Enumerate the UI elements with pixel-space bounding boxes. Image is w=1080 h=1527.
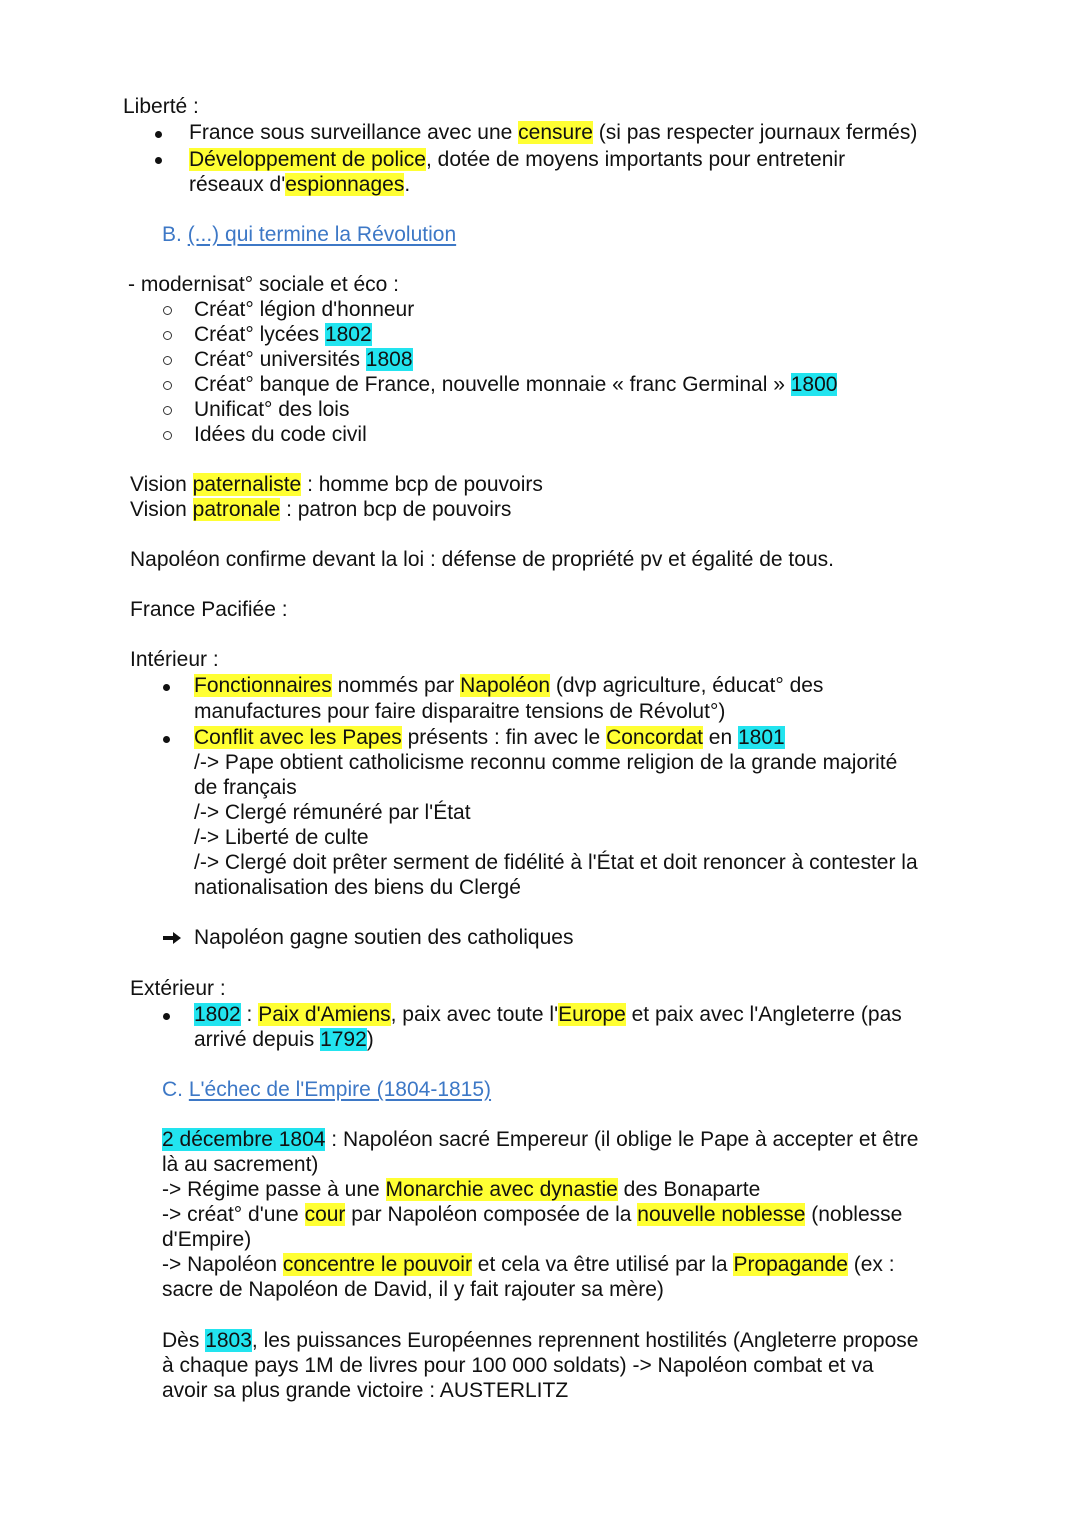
highlight: Conflit avec les Papes <box>194 726 402 749</box>
modern-item: Créat° lycées 1802 <box>194 323 372 346</box>
empire-pouvoir-cont: sacre de Napoléon de David, il y fait rajouter sa mère) <box>162 1278 664 1301</box>
highlight: Propagande <box>733 1253 848 1276</box>
highlight: censure <box>518 121 593 144</box>
liberte-bullet-1: France sous surveillance avec une censure (si pas respecter journaux fermés) <box>189 121 918 144</box>
bullet-icon <box>163 684 170 691</box>
liberte-bullet-2: Développement de police, dotée de moyens importants pour entretenir <box>189 148 846 171</box>
year-highlight: 1803 <box>205 1329 252 1352</box>
year-highlight: 1792 <box>320 1028 367 1051</box>
bullet-icon <box>155 131 162 138</box>
concordat-detail: nationalisation des biens du Clergé <box>194 876 521 899</box>
highlight: Concordat <box>606 726 703 749</box>
section-c-heading: C. L'échec de l'Empire (1804-1815) <box>162 1078 492 1101</box>
bullet-icon <box>163 736 170 743</box>
highlight: Napoléon <box>460 674 551 697</box>
year-highlight: 1802 <box>194 1003 241 1026</box>
highlight: espionnages <box>285 173 405 196</box>
modern-item: Créat° banque de France, nouvelle monnaie « franc Germinal » 1800 <box>194 373 838 396</box>
circle-bullet-icon <box>163 331 172 340</box>
exterieur-bullet: 1802 : Paix d'Amiens, paix avec toute l'Europe et paix avec l'Angleterre (pas <box>194 1003 902 1026</box>
highlight: cour <box>304 1203 346 1226</box>
circle-bullet-icon <box>163 356 172 365</box>
concordat-detail: /-> Liberté de culte <box>194 826 369 849</box>
interieur-bullet-1: Fonctionnaires nommés par Napoléon (dvp agriculture, éducat° des <box>194 674 824 697</box>
bullet-icon <box>163 1013 170 1020</box>
highlight: patronale <box>192 498 281 521</box>
year-highlight: 1802 <box>324 323 372 346</box>
highlight: Monarchie avec dynastie <box>385 1178 618 1201</box>
highlight: Développement de police <box>189 148 426 171</box>
interieur-conclusion: Napoléon gagne soutien des catholiques <box>194 926 574 949</box>
empire-sacre: 2 décembre 1804 : Napoléon sacré Empereur (il oblige le Pape à accepter et être <box>162 1128 919 1151</box>
empire-regime: -> Régime passe à une Monarchie avec dynastie des Bonaparte <box>162 1178 761 1201</box>
bullet-icon <box>155 157 162 164</box>
hostilites-line-3: avoir sa plus grande victoire : AUSTERLITZ <box>162 1379 569 1402</box>
date-highlight: 2 décembre 1804 <box>162 1128 326 1151</box>
circle-bullet-icon <box>163 431 172 440</box>
concordat-detail: /-> Pape obtient catholicisme reconnu comme religion de la grande majorité <box>194 751 898 774</box>
highlight: paternaliste <box>192 473 302 496</box>
napoleon-loi: Napoléon confirme devant la loi : défense de propriété pv et égalité de tous. <box>130 548 834 571</box>
exterieur-title: Extérieur : <box>130 977 226 1000</box>
circle-bullet-icon <box>163 306 172 315</box>
exterieur-bullet-cont: arrivé depuis 1792) <box>194 1028 374 1051</box>
section-b-heading: B. (...) qui termine la Révolution <box>162 223 457 246</box>
liberte-bullet-2-cont: réseaux d'espionnages. <box>189 173 411 196</box>
vision-patronale: Vision patronale : patron bcp de pouvoirs <box>130 498 512 521</box>
modern-item: Idées du code civil <box>194 423 367 446</box>
empire-sacre-cont: là au sacrement) <box>162 1153 319 1176</box>
empire-cour-cont: d'Empire) <box>162 1228 252 1251</box>
section-b-link[interactable]: (...) qui termine la Révolution <box>187 223 457 246</box>
empire-cour: -> créat° d'une cour par Napoléon composée de la nouvelle noblesse (noblesse <box>162 1203 903 1226</box>
year-highlight: 1800 <box>790 373 838 396</box>
highlight: Fonctionnaires <box>194 674 332 697</box>
circle-bullet-icon <box>163 406 172 415</box>
modern-item: Créat° universités 1808 <box>194 348 413 371</box>
interieur-bullet-1-cont: manufactures pour faire disparaitre tensions de Révolut°) <box>194 700 726 723</box>
hostilites-line-1: Dès 1803, les puissances Européennes reprennent hostilités (Angleterre propose <box>162 1329 919 1352</box>
highlight: nouvelle noblesse <box>637 1203 806 1226</box>
highlight: Europe <box>558 1003 626 1026</box>
empire-pouvoir: -> Napoléon concentre le pouvoir et cela va être utilisé par la Propagande (ex : <box>162 1253 895 1276</box>
modern-intro: - modernisat° sociale et éco : <box>128 273 400 296</box>
highlight: concentre le pouvoir <box>282 1253 472 1276</box>
hostilites-line-2: à chaque pays 1M de livres pour 100 000 soldats) -> Napoléon combat et va <box>162 1354 874 1377</box>
concordat-detail: /-> Clergé rémunéré par l'État <box>194 801 471 824</box>
modern-item: Unificat° des lois <box>194 398 350 421</box>
concordat-detail: /-> Clergé doit prêter serment de fidélité à l'État et doit renoncer à contester la <box>194 851 918 874</box>
year-highlight: 1801 <box>737 726 785 749</box>
vision-paternaliste: Vision paternaliste : homme bcp de pouvoirs <box>130 473 543 496</box>
interieur-title: Intérieur : <box>130 648 219 671</box>
france-pacifiee: France Pacifiée : <box>130 598 288 621</box>
modern-item: Créat° légion d'honneur <box>194 298 415 321</box>
arrow-right-icon <box>162 931 182 945</box>
liberte-title: Liberté : <box>123 95 199 118</box>
concordat-detail: de français <box>194 776 297 799</box>
highlight: Paix d'Amiens <box>258 1003 391 1026</box>
circle-bullet-icon <box>163 381 172 390</box>
year-highlight: 1808 <box>365 348 413 371</box>
section-c-link[interactable]: L'échec de l'Empire (1804-1815) <box>188 1078 492 1101</box>
interieur-bullet-2: Conflit avec les Papes présents : fin avec le Concordat en 1801 <box>194 726 785 749</box>
